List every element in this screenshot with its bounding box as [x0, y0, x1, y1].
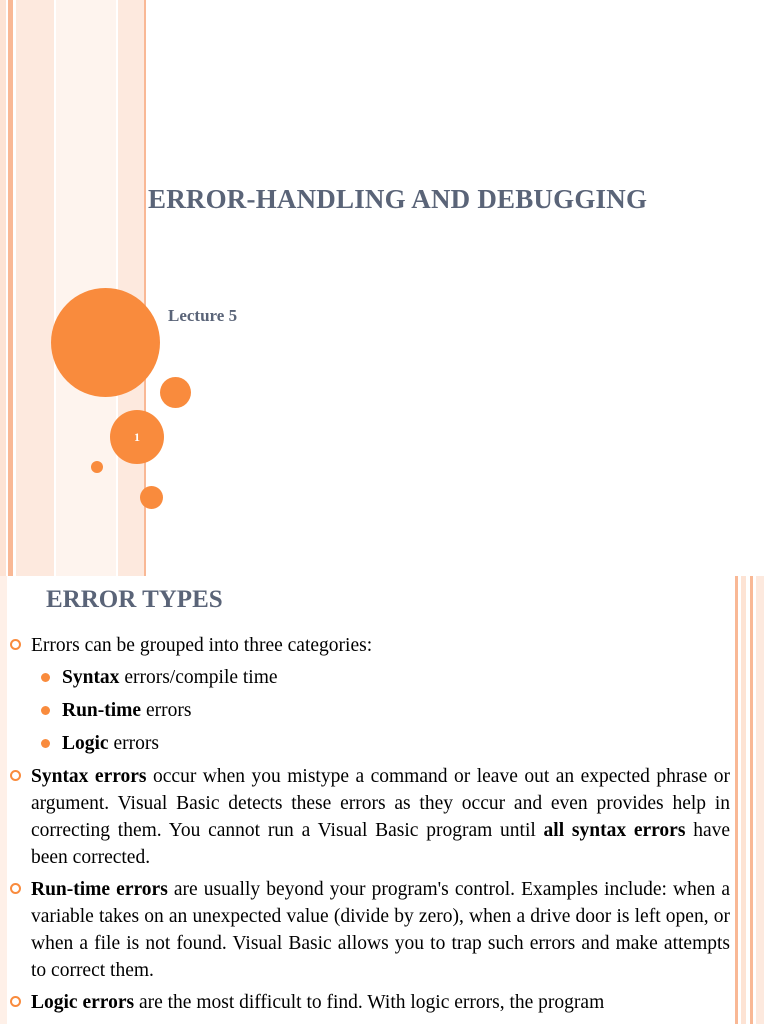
bullet-item [8, 876, 730, 984]
dot-bullet-icon [41, 706, 50, 715]
decorative-stripe [8, 0, 13, 576]
sub-bullet-item [8, 664, 730, 691]
ring-bullet-icon [10, 639, 21, 650]
slide-body [8, 632, 730, 1021]
category-text: errors [141, 700, 192, 721]
ring-bullet-icon [10, 770, 21, 781]
term: Logic errors [31, 992, 135, 1013]
dot-bullet-icon [41, 739, 50, 748]
category-name: Logic [62, 733, 109, 754]
slide-subtitle: Lecture 5 [168, 306, 238, 325]
category-text: errors/compile time [119, 667, 278, 688]
sub-bullet-item [8, 697, 730, 724]
decorative-stripe [0, 576, 7, 1024]
slide-number-badge: 1 [110, 410, 164, 464]
decorative-stripe [756, 576, 764, 1024]
term: Syntax errors [31, 766, 147, 787]
sub-bullet-item [8, 730, 730, 757]
bullet-text: have been corrected. [31, 820, 731, 868]
bullet-item [8, 989, 730, 1016]
decorative-stripe [0, 0, 6, 576]
ring-bullet-icon [10, 883, 21, 894]
slide-title: ERROR-HANDLING AND DEBUGGING [148, 184, 648, 214]
decorative-circle-small [91, 461, 103, 473]
term: Run-time errors [31, 879, 168, 900]
decorative-stripe [16, 0, 54, 576]
category-name: Syntax [62, 667, 120, 688]
emphasis: all syntax errors [543, 820, 686, 841]
decorative-stripe [750, 576, 753, 1024]
content-slide [0, 576, 768, 1024]
bullet-text: occur when you mistype a command or leave out an expected phrase or argument. Visual Basic detects these errors as they occur and even provides help in correcting them. You cannot run a Visual Basic program until [31, 766, 730, 841]
decorative-stripe [118, 0, 144, 576]
decorative-circle-small [140, 486, 163, 509]
bullet-text: are the most difficult to find. With logic errors, the program [134, 992, 605, 1013]
bullet-text: are usually beyond your program's control. Examples include: when a variable takes on an unexpected value (divide by zero), when a drive door is left open, or when a file is not found. Visual Basic allows you to trap such errors and make attempts to correct them. [31, 879, 731, 981]
slide-title: ERROR TYPES [46, 586, 223, 613]
bullet-item [8, 632, 730, 659]
bullet-text: Errors can be grouped into three categories: [31, 635, 373, 656]
decorative-stripe [735, 576, 738, 1024]
category-text: errors [108, 733, 159, 754]
ring-bullet-icon [10, 996, 21, 1007]
bullet-item [8, 763, 730, 871]
dot-bullet-icon [41, 673, 50, 682]
category-name: Run-time [62, 700, 142, 721]
decorative-circle-large [51, 288, 160, 397]
decorative-circle-medium [160, 377, 191, 408]
decorative-stripe [741, 576, 746, 1024]
